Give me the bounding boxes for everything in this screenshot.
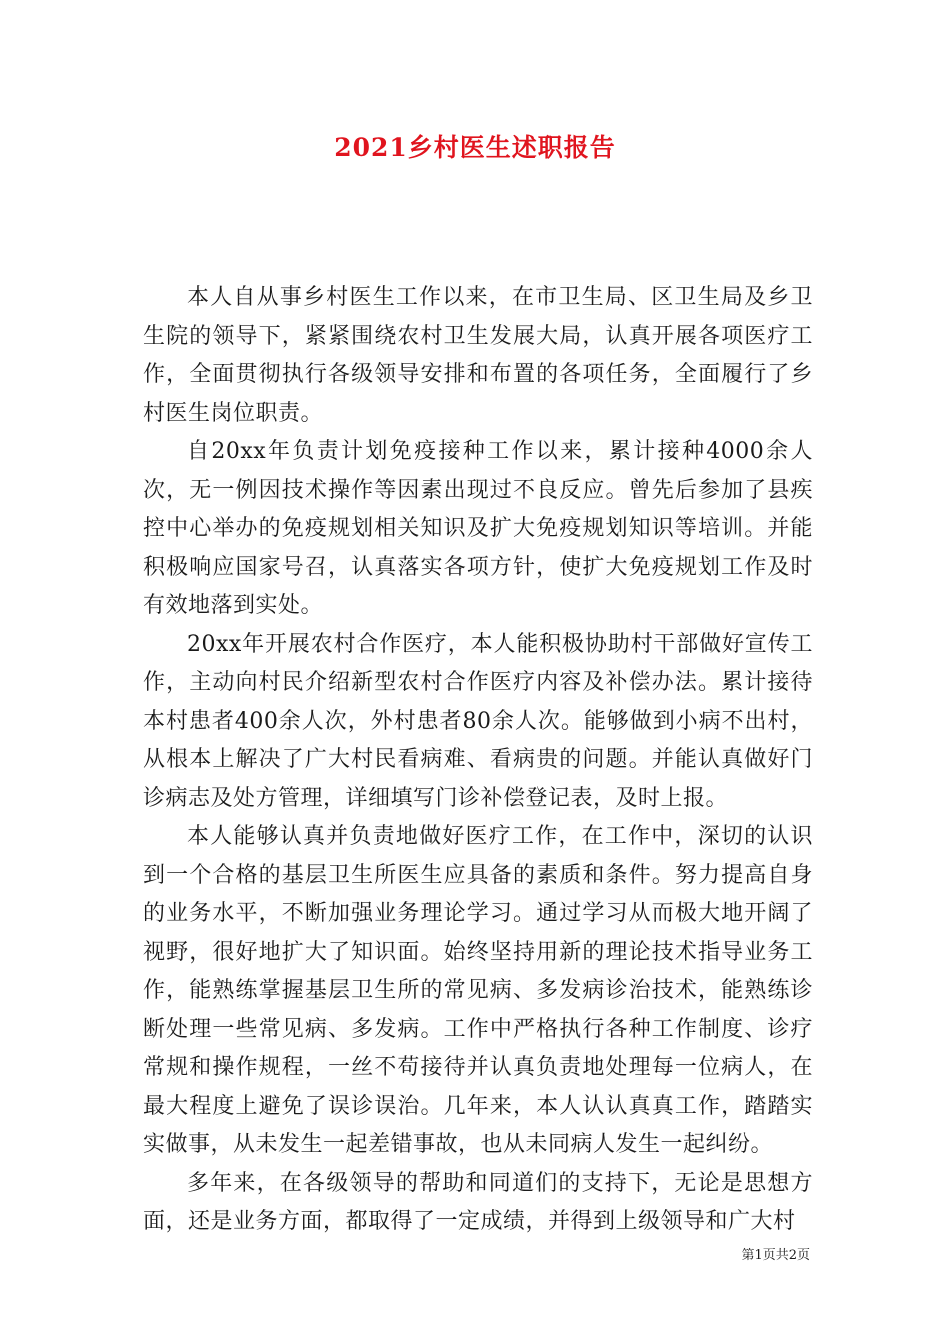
paragraph: 20xx年开展农村合作医疗，本人能积极协助村干部做好宣传工作，主动向村民介绍新型农村合作医疗内容及补偿办法。累计接待本村患者400余人次，外村患者80余人次。能够做到小病不出村，从根本上解决了广大村民看病难、看病贵的问题。并能认真做好门诊病志及处方管理，详细填写门诊补偿登记表，及时上报。 bbox=[143, 631, 813, 811]
paragraph: 本人自从事乡村医生工作以来，在市卫生局、区卫生局及乡卫生院的领导下，紧紧围绕农村卫生发展大局，认真开展各项医疗工作，全面贯彻执行各级领导安排和布置的各项任务，全面履行了乡村医生岗位职责。 bbox=[143, 285, 813, 426]
page-number: 第1页共2页 bbox=[741, 1248, 810, 1263]
document-body bbox=[143, 279, 813, 1242]
document-title: 2021乡村医生述职报告 bbox=[334, 133, 616, 162]
paragraph: 自20xx年负责计划免疫接种工作以来，累计接种4000余人次，无一例因技术操作等因素出现过不良反应。曾先后参加了县疾控中心举办的免疫规划相关知识及扩大免疫规划知识等培训。并能积极响应国家号召，认真落实各项方针，使扩大免疫规划工作及时有效地落到实处。 bbox=[143, 439, 813, 618]
paragraph: 本人能够认真并负责地做好医疗工作，在工作中，深切的认识到一个合格的基层卫生所医生应具备的素质和条件。努力提高自身的业务水平，不断加强业务理论学习。通过学习从而极大地开阔了视野，很好地扩大了知识面。始终坚持用新的理论技术指导业务工作，能熟练掌握基层卫生所的常见病、多发病诊治技术，能熟练诊断处理一些常见病、多发病。工作中严格执行各种工作制度、诊疗常规和操作规程，一丝不苟接待并认真负责地处理每一位病人，在最大程度上避免了误诊误治。几年来，本人认认真真工作，踏踏实实做事，从未发生一起差错事故，也从未同病人发生一起纠纷。 bbox=[143, 824, 813, 1157]
paragraph: 多年来，在各级领导的帮助和同道们的支持下，无论是思想方面，还是业务方面，都取得了一定成绩，并得到上级领导和广大村 bbox=[143, 1170, 813, 1234]
